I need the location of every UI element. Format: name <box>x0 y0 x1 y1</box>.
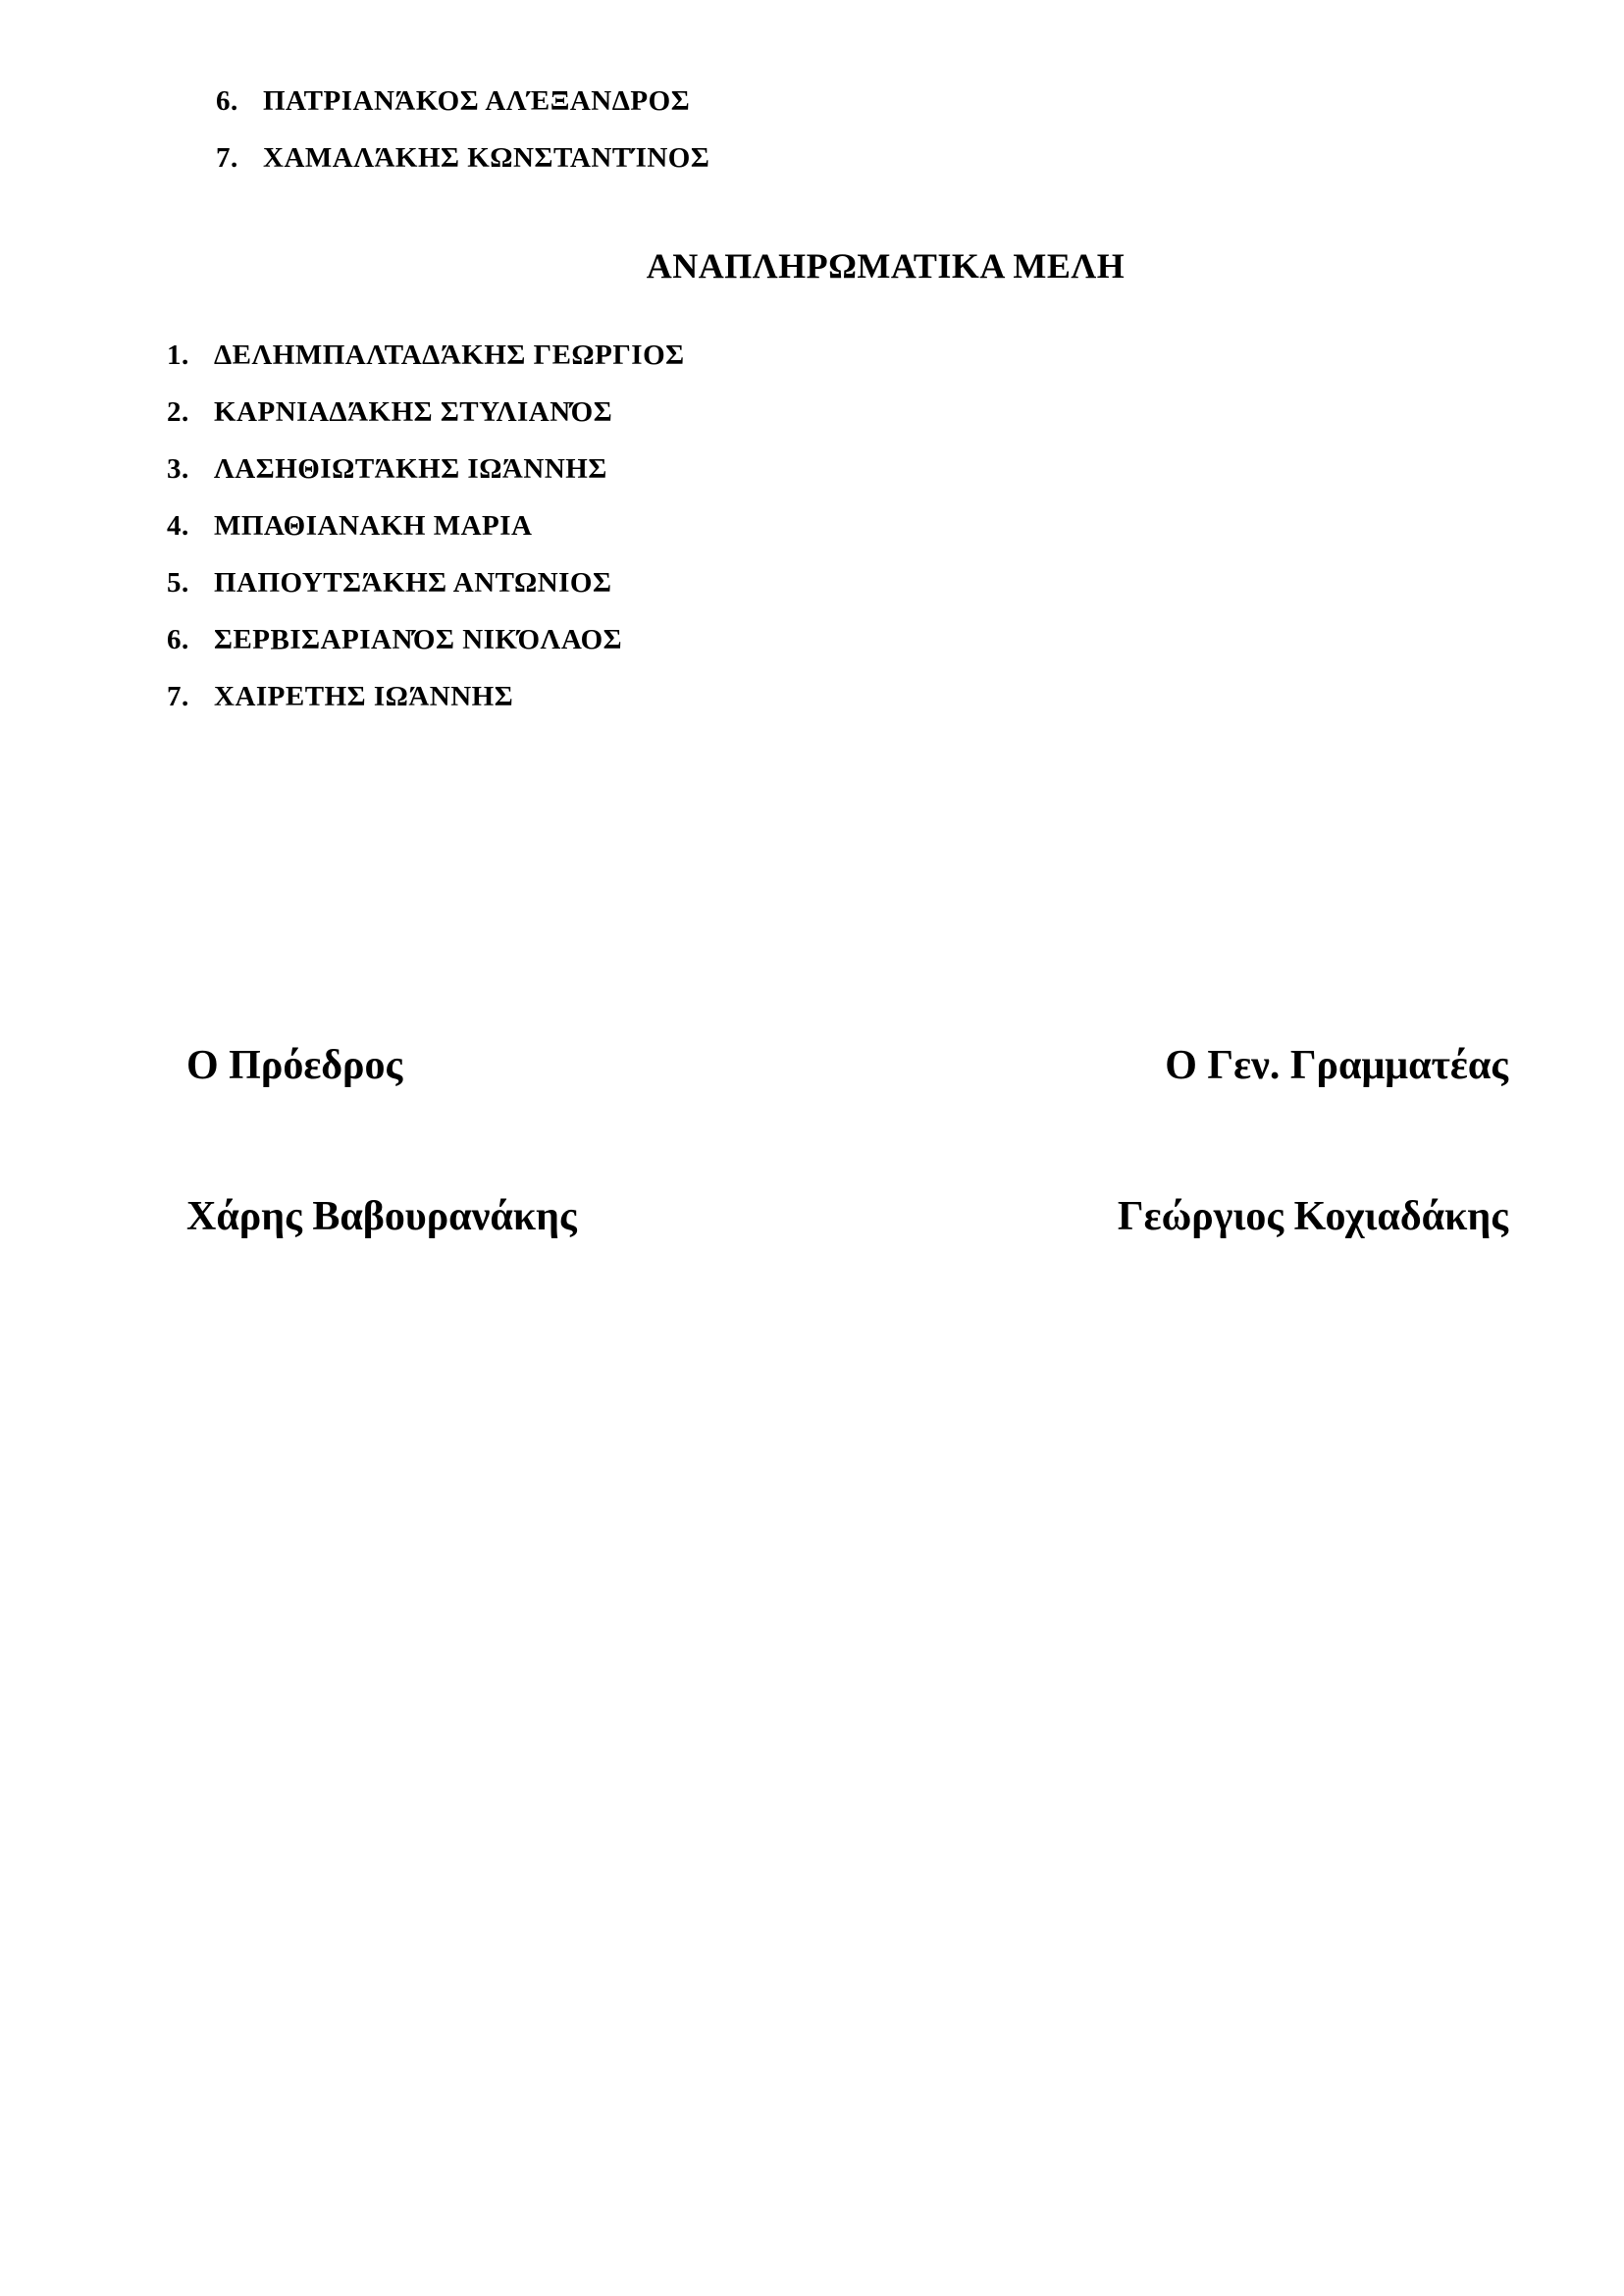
list-item-name: ΠΑΠΟΥΤΣΆΚΗΣ ΑΝΤΩΝΙΟΣ <box>214 567 612 599</box>
list-item <box>167 327 685 384</box>
alternates-list <box>167 327 685 725</box>
secretary-title: Ο Γεν. Γραμματέας <box>1165 1043 1508 1088</box>
list-item <box>167 384 685 441</box>
list-item <box>167 497 685 554</box>
list-item <box>167 554 685 611</box>
secretary-name: Γεώργιος Κοχιαδάκης <box>1117 1194 1508 1239</box>
list-item-name: ΧΑΙΡΕΤΗΣ ΙΩΆΝΝΗΣ <box>214 681 514 712</box>
list-item-number: 6. <box>216 85 238 117</box>
list-item-name: ΔΕΛΗΜΠΑΛΤΑΔΆΚΗΣ ΓΕΩΡΓΙΟΣ <box>214 339 685 371</box>
list-item-number: 2. <box>167 396 189 428</box>
list-item-name: ΣΕΡΒΙΣΑΡΙΑΝΌΣ ΝΙΚΌΛΑΟΣ <box>214 624 623 655</box>
list-item-number: 4. <box>167 510 189 542</box>
list-item <box>216 73 709 130</box>
list-item <box>216 130 709 186</box>
list-item-number: 1. <box>167 339 189 371</box>
list-item-name: ΚΑΡΝΙΑΔΆΚΗΣ ΣΤΥΛΙΑΝΌΣ <box>214 396 613 428</box>
list-item <box>167 668 685 725</box>
list-item <box>167 441 685 497</box>
list-item-name: ΜΠΑΘΙΑΝΑΚΗ ΜΑΡΙΑ <box>214 510 533 542</box>
alternates-heading: ΑΝΑΠΛΗΡΩΜΑΤΙΚΑ ΜΕΛΗ <box>646 246 1126 286</box>
list-item-number: 6. <box>167 624 189 655</box>
list-item-number: 3. <box>167 453 189 485</box>
list-item <box>167 611 685 668</box>
list-item-number: 5. <box>167 567 189 599</box>
list-item-name: ΠΑΤΡΙΑΝΆΚΟΣ ΑΛΈΞΑΝΔΡΟΣ <box>263 85 691 117</box>
president-name: Χάρης Βαβουρανάκης <box>186 1194 577 1239</box>
list-item-number: 7. <box>167 681 189 712</box>
list-item-number: 7. <box>216 142 238 174</box>
list-item-name: ΧΑΜΑΛΆΚΗΣ ΚΩΝΣΤΑΝΤΊΝΟΣ <box>263 142 710 174</box>
list-item-name: ΛΑΣΗΘΙΩΤΆΚΗΣ ΙΩΆΝΝΗΣ <box>214 453 607 485</box>
members-list-continued <box>216 73 709 186</box>
president-title: Ο Πρόεδρος <box>186 1043 403 1088</box>
